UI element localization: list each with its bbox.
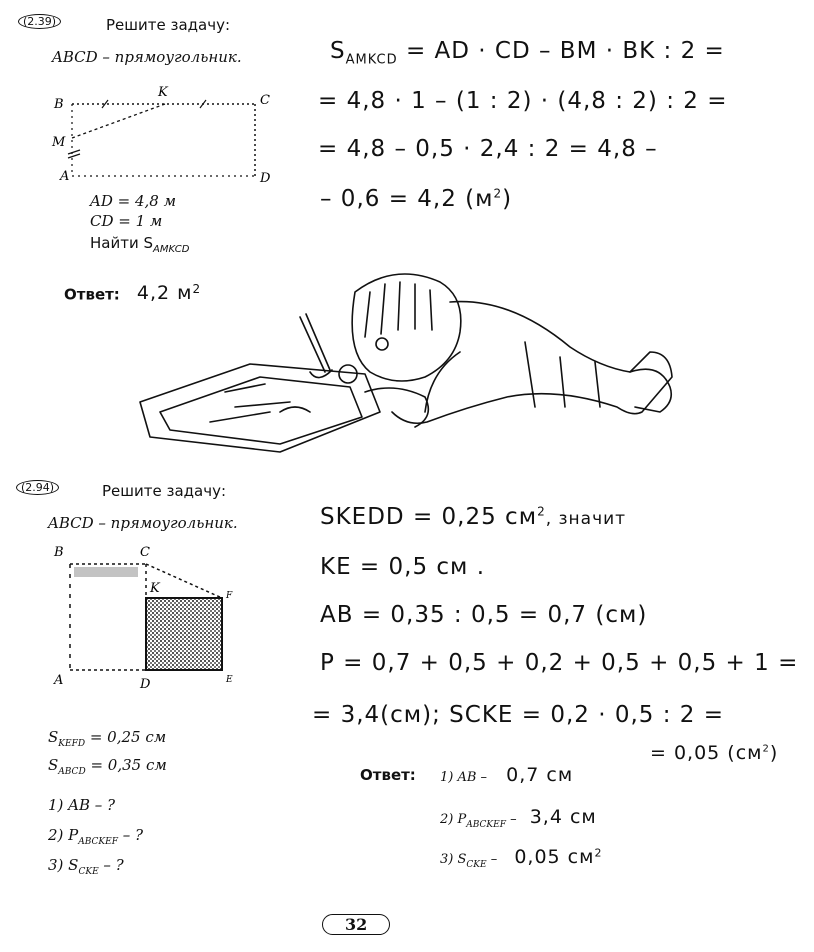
q3-sub: CKE bbox=[78, 867, 99, 877]
task1-condition: ABCD – прямоугольник. bbox=[52, 48, 242, 66]
task2-solution-line5: = 3,4(см); SCKE = 0,2 · 0,5 : 2 = bbox=[312, 702, 725, 728]
task1-given-ad: AD = 4,8 м bbox=[90, 192, 177, 210]
task2-answer-1 bbox=[440, 764, 573, 786]
a3-tail: – bbox=[486, 852, 498, 867]
a3-prefix: 3) S bbox=[440, 852, 467, 867]
task2-given-kefd bbox=[48, 728, 166, 749]
s2l6-main: = 0,05 (см bbox=[650, 742, 763, 764]
task2-solution-line1 bbox=[320, 504, 626, 530]
task2-header: Решите задачу: bbox=[102, 482, 227, 500]
task1-diagram bbox=[50, 76, 290, 186]
point2-A: A bbox=[54, 673, 64, 688]
a3-sup: 2 bbox=[594, 846, 603, 860]
task1-answer-sup: 2 bbox=[192, 282, 202, 296]
point2-E: E bbox=[226, 675, 233, 685]
point2-F: F bbox=[226, 591, 233, 601]
task1-solution-line2: = 4,8 · 1 – (1 : 2) · (4,8 : 2) : 2 = bbox=[318, 88, 728, 114]
a1-prefix: 1) AB – bbox=[440, 770, 488, 785]
s2l1-main: SKEDD = 0,25 см bbox=[320, 504, 538, 530]
task2-solution-line3: AB = 0,35 : 0,5 = 0,7 (см) bbox=[320, 602, 648, 628]
point-A: A bbox=[60, 169, 70, 184]
sol4-main: – 0,6 = 4,2 (м bbox=[320, 186, 494, 212]
task1-solution-line3: = 4,8 – 0,5 · 2,4 : 2 = 4,8 – bbox=[318, 136, 658, 162]
task1-solution-line4 bbox=[320, 186, 512, 212]
task1-solution-line1 bbox=[330, 38, 725, 68]
task2-solution-line2: KE = 0,5 см . bbox=[320, 554, 486, 580]
s2l6-sup: 2 bbox=[762, 743, 770, 755]
task2-question-2 bbox=[48, 826, 143, 847]
child-drawing-illustration bbox=[130, 262, 700, 462]
point2-K: K bbox=[150, 581, 160, 596]
sol4-close: ) bbox=[502, 186, 513, 212]
task1-given-cd: CD = 1 м bbox=[90, 212, 163, 230]
a3-value: 0,05 см bbox=[514, 846, 595, 868]
task1-find-label: Найти S bbox=[90, 234, 153, 252]
point-C: C bbox=[260, 93, 270, 108]
point-B: B bbox=[54, 97, 64, 112]
q2-tail: – ? bbox=[117, 826, 144, 844]
task2-diagram bbox=[44, 540, 244, 690]
s2l6-close: ) bbox=[769, 742, 779, 764]
sol1-s: S bbox=[330, 38, 346, 64]
task2-answer-label: Ответ: bbox=[360, 766, 416, 784]
a2-tail: – bbox=[505, 812, 517, 827]
a2-prefix: 2) P bbox=[440, 812, 467, 827]
point-D: D bbox=[260, 171, 271, 186]
given-s1: S bbox=[48, 728, 59, 746]
q3-s: 3) S bbox=[48, 856, 79, 874]
task1-header: Решите задачу: bbox=[106, 16, 231, 34]
task1-answer-label: Ответ: bbox=[64, 285, 120, 304]
q2-sub: ABCKEF bbox=[78, 837, 118, 847]
sol1-sub: AMKCD bbox=[345, 52, 398, 68]
task1-find-sub: AMKCD bbox=[153, 244, 190, 255]
q2-p: 2) P bbox=[48, 826, 79, 844]
point-M: M bbox=[52, 135, 66, 150]
task1-number: (2.39) bbox=[18, 14, 61, 29]
given-s1-val: = 0,25 см bbox=[89, 728, 167, 746]
task2-question-1: 1) AB – ? bbox=[48, 796, 116, 814]
a2-value: 3,4 см bbox=[529, 806, 597, 828]
task2-answer-3 bbox=[440, 846, 602, 870]
task1-find bbox=[90, 234, 189, 255]
task2-answer-2 bbox=[440, 806, 597, 830]
given-s1-sub: KEFD bbox=[58, 739, 86, 749]
task2-solution-line4: P = 0,7 + 0,5 + 0,2 + 0,5 + 0,5 + 1 = bbox=[320, 650, 799, 676]
shaded-rectangle-kefd bbox=[146, 598, 222, 670]
task1-answer-value: 4,2 м bbox=[136, 282, 193, 305]
point2-C: C bbox=[140, 545, 150, 560]
task2-condition: ABCD – прямоугольник. bbox=[48, 514, 238, 532]
s2l1-tail: , значит bbox=[545, 509, 627, 529]
point-K: K bbox=[158, 85, 168, 100]
sol1-rest: = AD · CD – BM · BK : 2 = bbox=[405, 38, 725, 64]
page-number: 32 bbox=[322, 914, 390, 935]
given-s2-sub: ABCD bbox=[58, 767, 86, 777]
task2-solution-line6 bbox=[650, 742, 778, 764]
point2-B: B bbox=[54, 545, 64, 560]
q3-tail: – ? bbox=[98, 856, 124, 874]
task2-given-abcd bbox=[48, 756, 167, 777]
a1-value: 0,7 см bbox=[506, 764, 574, 786]
a2-sub: ABCKEF bbox=[466, 820, 506, 831]
given-s2: S bbox=[48, 756, 59, 774]
task2-number: (2.94) bbox=[16, 480, 59, 495]
a3-sub: CKE bbox=[466, 860, 487, 871]
point2-D: D bbox=[140, 677, 151, 690]
sol4-sup: 2 bbox=[493, 186, 503, 201]
task2-question-3 bbox=[48, 856, 124, 877]
s2l1-sup: 2 bbox=[537, 504, 546, 519]
given-s2-val: = 0,35 см bbox=[90, 756, 167, 774]
